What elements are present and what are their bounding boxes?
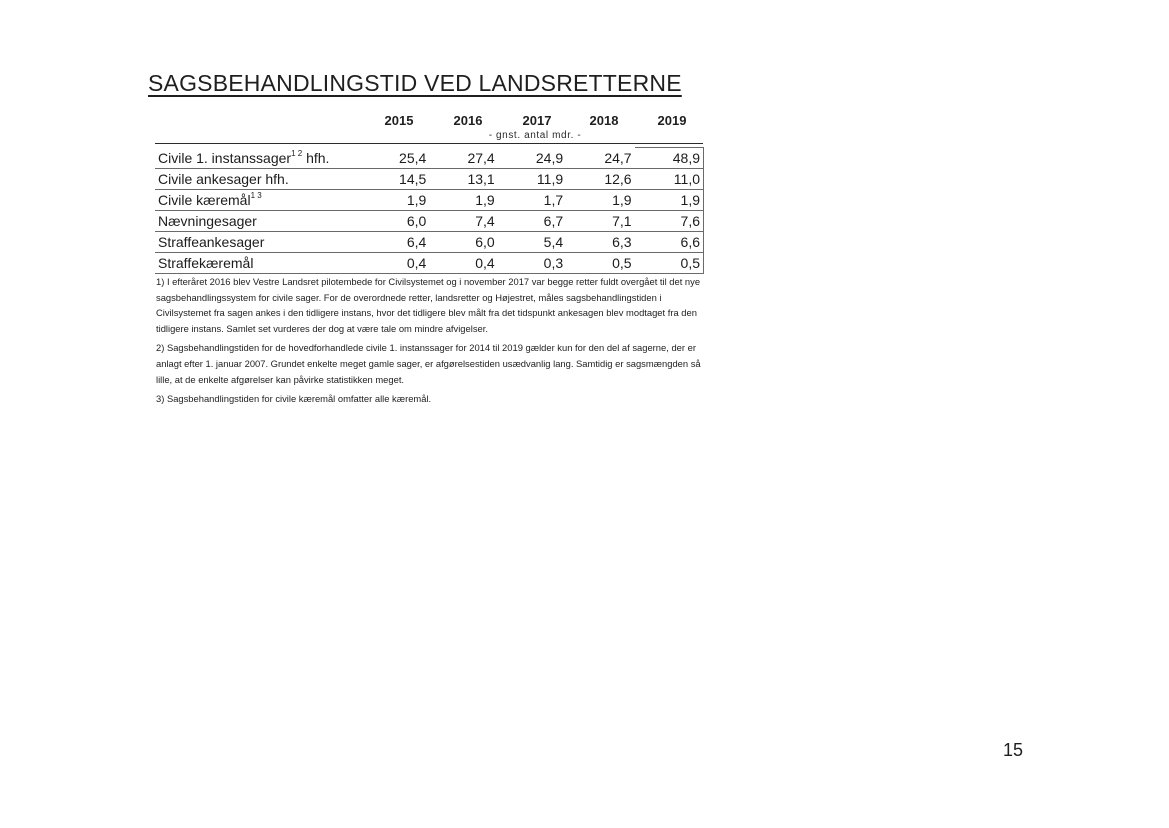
footnote-2: 2) Sagsbehandlingstiden for de hovedforhandlede civile 1. instanssager for 2014 til 2019 gælder kun for den del af sagerne, der er anlagt efter 1. januar 2007. Grundet enkelte meget gamle sager, er afgørelsestiden usædvanlig lang. Samtidig er sagsmængden så lille, at de enkelte afgørelser kan påvirke statistikken meget. <box>156 342 701 385</box>
cell-2018: 1,9 <box>566 190 634 211</box>
row-label-text: Civile ankesager hfh. <box>158 171 289 187</box>
row-label-text: Civile 1. instanssager <box>158 150 292 166</box>
cell-2017: 24,9 <box>498 148 566 169</box>
cell-2019: 0,5 <box>635 253 704 274</box>
cell-2016: 13,1 <box>429 169 497 190</box>
year-header-2019: 2019 <box>657 113 687 128</box>
footnotes <box>156 274 701 411</box>
footnote-ref: 1 3 <box>250 191 262 201</box>
row-label <box>155 232 361 253</box>
cell-2015: 14,5 <box>361 169 429 190</box>
cell-2017: 5,4 <box>498 232 566 253</box>
cell-2019: 7,6 <box>635 211 704 232</box>
table-row <box>155 169 704 190</box>
cell-2015: 6,0 <box>361 211 429 232</box>
cell-2018: 7,1 <box>566 211 634 232</box>
cell-2019: 11,0 <box>635 169 704 190</box>
row-label <box>155 253 361 274</box>
cell-2015: 1,9 <box>361 190 429 211</box>
cell-2018: 24,7 <box>566 148 634 169</box>
unit-label: - gnst. antal mdr. - <box>488 130 582 141</box>
case-duration-table <box>155 147 704 274</box>
table-row <box>155 211 704 232</box>
cell-2017: 0,3 <box>498 253 566 274</box>
year-header-2015: 2015 <box>384 113 414 128</box>
year-header-2016: 2016 <box>453 113 483 128</box>
footnote-ref: 1 2 <box>291 149 303 159</box>
cell-2015: 6,4 <box>361 232 429 253</box>
row-label-text: Straffeankesager <box>158 234 265 250</box>
footnote-1: 1) I efteråret 2016 blev Vestre Landsret pilotembede for Civilsystemet og i november 2017 var begge retter fuldt overgået til det nye sagsbehandlingssystem for civile sager. For de overordnede retter, landsretter og Højestret, måles sagsbehandlingstiden i Civilsystemet fra sagen ankes i den tidligere instans, hvor det tidligere blev målt fra det tidspunkt ankesagen blev modtaget fra den tidligere instans. Samlet set vurderes der dog at være tale om mindre afvigelser. <box>156 276 701 334</box>
year-header-2018: 2018 <box>589 113 619 128</box>
cell-2017: 1,7 <box>498 190 566 211</box>
cell-2015: 0,4 <box>361 253 429 274</box>
row-label-text: Nævningesager <box>158 213 257 229</box>
row-label <box>155 211 361 232</box>
cell-2017: 11,9 <box>498 169 566 190</box>
cell-2018: 12,6 <box>566 169 634 190</box>
year-header-2017: 2017 <box>522 113 552 128</box>
cell-2018: 6,3 <box>566 232 634 253</box>
cell-2018: 0,5 <box>566 253 634 274</box>
cell-2017: 6,7 <box>498 211 566 232</box>
cell-2019: 6,6 <box>635 232 704 253</box>
cell-2019: 1,9 <box>635 190 704 211</box>
row-label-text: Straffekæremål <box>158 255 254 271</box>
row-label-suffix: hfh. <box>302 150 330 166</box>
header-divider <box>155 143 703 144</box>
cell-2015: 25,4 <box>361 148 429 169</box>
row-label <box>155 190 361 211</box>
cell-2019: 48,9 <box>635 148 704 169</box>
row-label-text: Civile kæremål <box>158 192 251 208</box>
page-title: SAGSBEHANDLINGSTID VED LANDSRETTERNE <box>148 70 682 96</box>
table-row <box>155 148 704 169</box>
cell-2016: 1,9 <box>429 190 497 211</box>
table-row <box>155 232 704 253</box>
page-number: 15 <box>1003 740 1024 760</box>
cell-2016: 6,0 <box>429 232 497 253</box>
table-row <box>155 253 704 274</box>
row-label <box>155 148 361 169</box>
footnote-3: 3) Sagsbehandlingstiden for civile kæremål omfatter alle kæremål. <box>156 393 432 405</box>
cell-2016: 0,4 <box>429 253 497 274</box>
cell-2016: 27,4 <box>429 148 497 169</box>
cell-2016: 7,4 <box>429 211 497 232</box>
row-label <box>155 169 361 190</box>
table-row <box>155 190 704 211</box>
